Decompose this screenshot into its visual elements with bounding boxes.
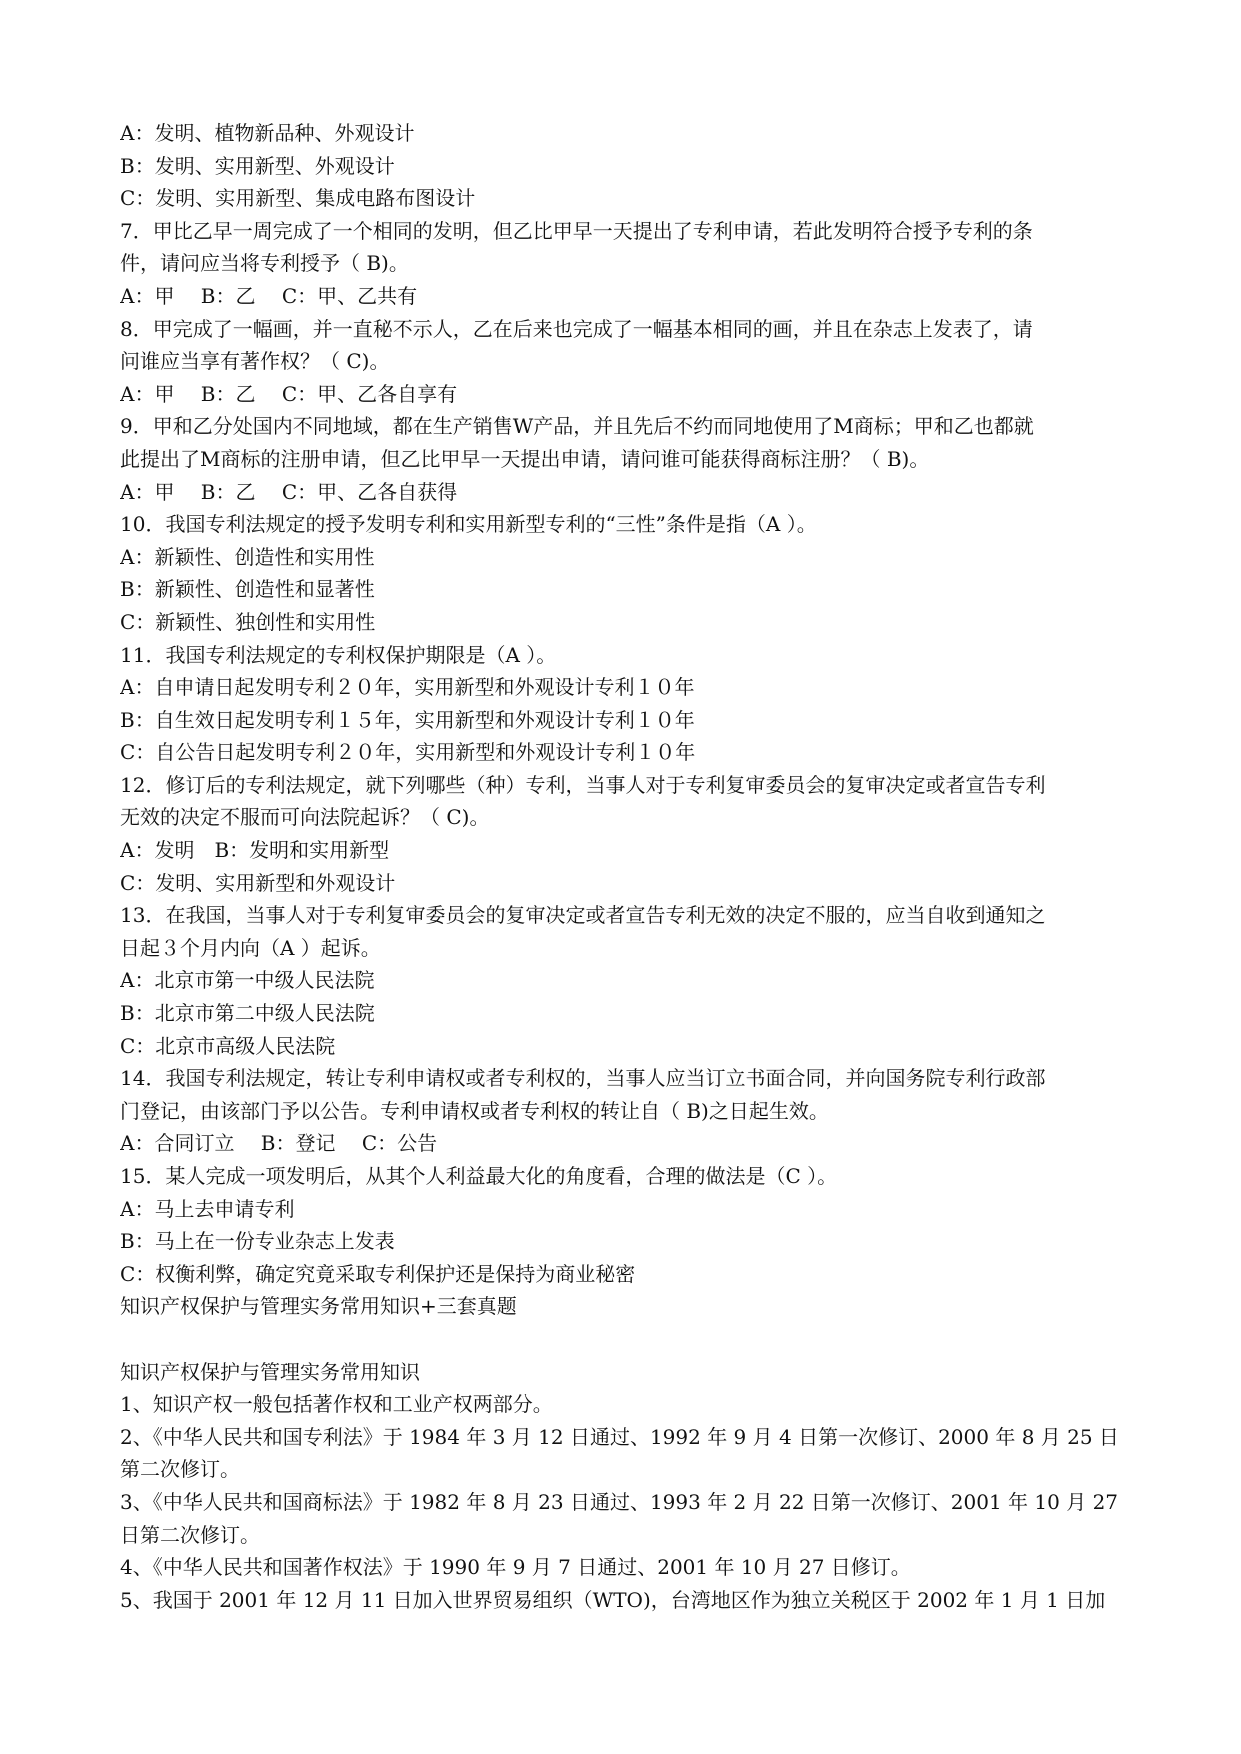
text-line: B：马上在一份专业杂志上发表 [120,1229,395,1254]
text-line: 3、《中华人民共和国商标法》于 1982 年 8 月 23 日通过、1993 年 2 月 22 日第一次修订、2001 年 10 月 27 [120,1489,1119,1514]
text-line: B：北京市第二中级人民法院 [120,1001,375,1026]
text-line: 11．我国专利法规定的专利权保护期限是（A ）。 [120,642,557,667]
text-line: 5、我国于 2001 年 12 月 11 日加入世界贸易组织（WTO)，台湾地区作为独立关税区于 2002 年 1 月 1 日加 [120,1587,1106,1612]
text-line: B：自生效日起发明专利１５年，实用新型和外观设计专利１０年 [120,707,695,732]
text-line: C：北京市高级人民法院 [120,1033,336,1058]
text-line: 第二次修订。 [120,1457,240,1482]
text-line: 7．甲比乙早一周完成了一个相同的发明，但乙比甲早一天提出了专利申请，若此发明符合授予专利的条 [120,218,1033,243]
text-line: A：北京市第一中级人民法院 [120,968,375,993]
text-line: A：甲 B：乙 C：甲、乙各自享有 [120,381,458,406]
text-line: 13．在我国，当事人对于专利复审委员会的复审决定或者宣告专利无效的决定不服的，应当自收到通知之 [120,903,1046,928]
text-line: 4、《中华人民共和国著作权法》于 1990 年 9 月 7 日通过、2001 年 10 月 27 日修订。 [120,1555,911,1580]
text-line: 无效的决定不服而可向法院起诉？（ C)。 [120,805,490,830]
text-line: A：甲 B：乙 C：甲、乙各自获得 [120,479,458,504]
text-line: 日起３个月内向（A ）起诉。 [120,935,381,960]
text-line: A：新颖性、创造性和实用性 [120,544,375,569]
text-line: A：甲 B：乙 C：甲、乙共有 [120,283,418,308]
text-line: 12．修订后的专利法规定，就下列哪些（种）专利，当事人对于专利复审委员会的复审决定或者宣告专利 [120,772,1046,797]
text-line: 此提出了M商标的注册申请，但乙比甲早一天提出申请，请问谁可能获得商标注册？（ B)。 [120,446,930,471]
blank-line [120,1323,1130,1356]
text-line: 门登记，由该部门予以公告。专利申请权或者专利权的转让自（ B)之日起生效。 [120,1098,829,1123]
text-line: 2、《中华人民共和国专利法》于 1984 年 3 月 12 日通过、1992 年 9 月 4 日第一次修订、2000 年 8 月 25 日 [120,1424,1119,1449]
text-line: 9．甲和乙分处国内不同地域，都在生产销售W产品，并且先后不约而同地使用了M商标；甲和乙也都就 [120,414,1034,439]
text-line: A：发明 B：发明和实用新型 [120,838,390,863]
text-line: A：自申请日起发明专利２０年，实用新型和外观设计专利１０年 [120,675,695,700]
text-line: A：马上去申请专利 [120,1196,295,1221]
text-line: 件，请问应当将专利授予（ B)。 [120,251,409,276]
text-line: A：发明、植物新品种、外观设计 [120,121,415,145]
text-line: B：新颖性、创造性和显著性 [120,577,375,602]
text-line: C：权衡利弊，确定究竟采取专利保护还是保持为商业秘密 [120,1261,636,1286]
text-line: 10．我国专利法规定的授予发明专利和实用新型专利的“三性”条件是指（A ）。 [120,512,817,537]
text-line: B：发明、实用新型、外观设计 [120,153,395,178]
text-line: C：发明、实用新型和外观设计 [120,870,396,895]
text-line: 日第二次修订。 [120,1522,260,1547]
text-line: 知识产权保护与管理实务常用知识+三套真题 [120,1294,517,1319]
text-line: C：发明、实用新型、集成电路布图设计 [120,186,476,211]
text-line: 知识产权保护与管理实务常用知识 [120,1359,420,1384]
text-line: 8．甲完成了一幅画，并一直秘不示人，乙在后来也完成了一幅基本相同的画，并且在杂志上发表了，请 [120,316,1033,341]
text-line: A：合同订立 B：登记 C：公告 [120,1131,438,1156]
text-line: 15．某人完成一项发明后，从其个人利益最大化的角度看，合理的做法是（C ）。 [120,1164,838,1188]
text-line: C：新颖性、独创性和实用性 [120,609,376,634]
text-line: 问谁应当享有著作权？（ C)。 [120,349,390,374]
document-page [120,117,1130,1616]
text-line: 14．我国专利法规定，转让专利申请权或者专利权的，当事人应当订立书面合同，并向国务院专利行政部 [120,1066,1046,1091]
text-line: 1、知识产权一般包括著作权和工业产权两部分。 [120,1392,553,1417]
text-line: C：自公告日起发明专利２０年，实用新型和外观设计专利１０年 [120,740,696,765]
